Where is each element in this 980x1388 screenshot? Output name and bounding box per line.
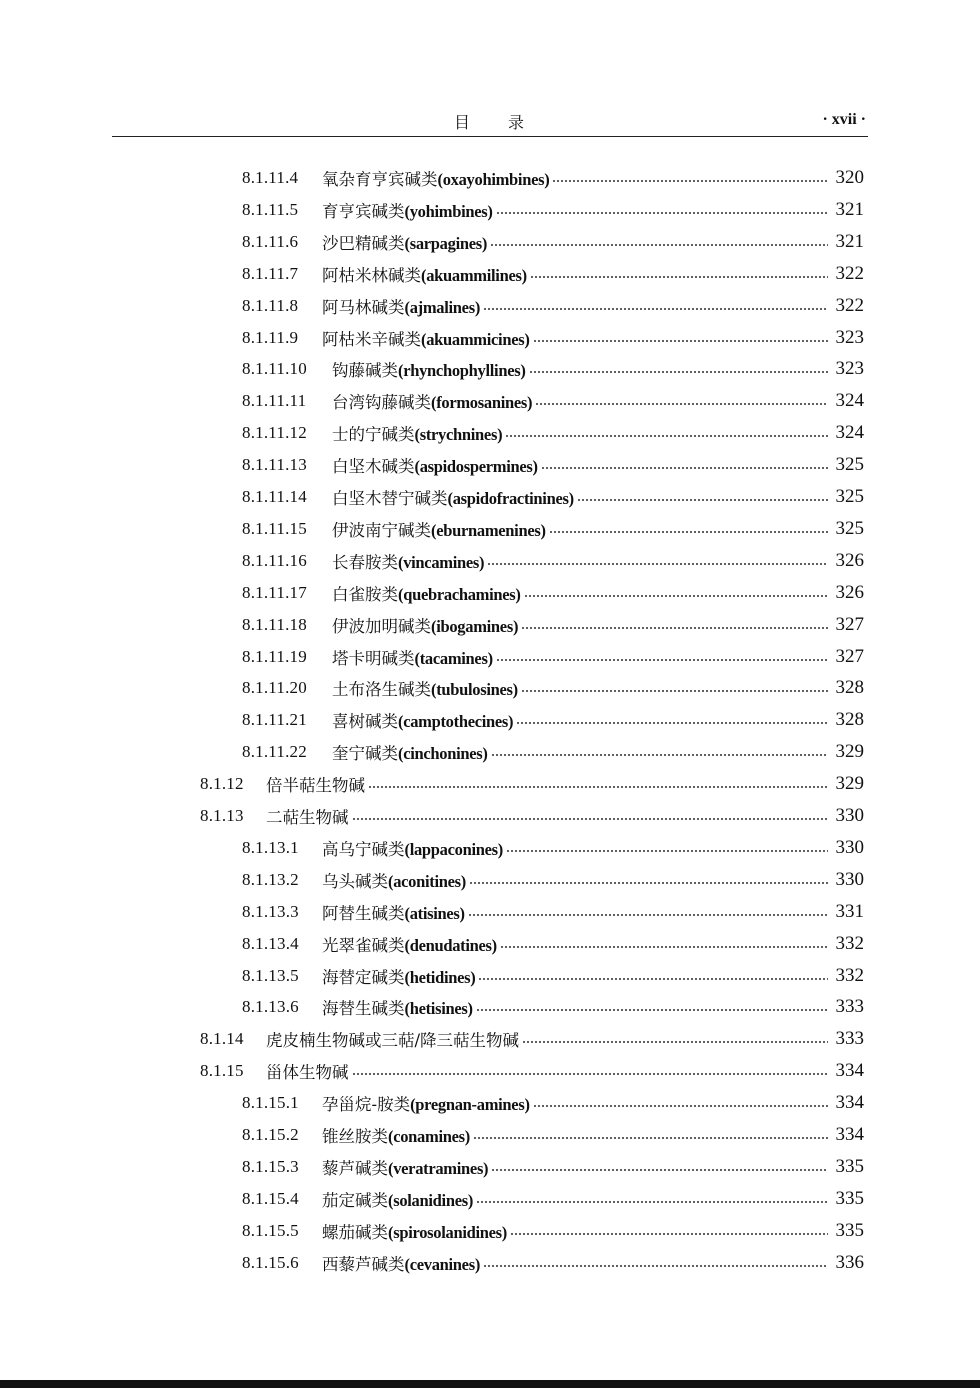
toc-entry-page: 327 (835, 645, 864, 667)
toc-dot-leader (541, 467, 828, 469)
toc-entry-number: 8.1.11.10 (242, 359, 307, 379)
page-number: · xvii · (822, 111, 866, 128)
toc-entry-page: 325 (835, 517, 864, 539)
toc-entry-title-zh: 螺茄碱类 (322, 1222, 388, 1242)
toc-entry-page: 334 (835, 1060, 864, 1082)
toc-entry-number: 8.1.11.14 (242, 487, 307, 506)
toc-entry-title-latin: (yohimbines) (404, 201, 493, 221)
toc-entry-title-zh: 白坚木碱类 (332, 457, 415, 477)
toc-entry-number: 8.1.13.1 (242, 837, 299, 857)
toc-entry-title-zh: 光翠雀碱类 (322, 935, 405, 955)
toc-entry-title-latin: (spirosolanidines) (388, 1222, 507, 1242)
toc-dot-leader (552, 180, 828, 182)
toc-dot-leader (506, 850, 828, 852)
toc-entry-title-zh: 阿枯米林碱类 (322, 265, 421, 285)
toc-entry-title-latin: (denudatines) (404, 935, 497, 955)
toc-entry-title (332, 613, 518, 637)
toc-entry[interactable] (242, 864, 864, 896)
toc-entry[interactable] (242, 545, 864, 577)
toc-entry-title (322, 1187, 473, 1211)
toc-entry-title (322, 1219, 507, 1243)
toc-entry-page: 323 (835, 358, 864, 380)
toc-entry-title-zh: 虎皮楠生物碱或三萜/降三萜生物碱 (266, 1031, 520, 1051)
toc-entry-title (332, 740, 488, 764)
toc-dot-leader (521, 690, 828, 692)
toc-entry[interactable] (242, 162, 864, 194)
toc-entry-number: 8.1.14 (200, 1029, 244, 1049)
toc-entry-number: 8.1.15.4 (242, 1188, 299, 1208)
toc-dot-leader (524, 595, 828, 597)
toc-entry[interactable] (242, 609, 864, 641)
toc-entry[interactable] (242, 353, 864, 385)
toc-entry-page: 323 (835, 326, 864, 348)
toc-entry[interactable] (242, 449, 864, 481)
toc-entry-number: 8.1.15.5 (242, 1220, 299, 1240)
page-header (112, 108, 868, 137)
toc-entry-title (332, 485, 574, 509)
toc-entry-title (322, 995, 473, 1019)
toc-entry-title (322, 166, 549, 190)
toc-entry[interactable] (242, 991, 864, 1023)
toc-entry-number: 8.1.15 (200, 1061, 244, 1081)
toc-entry-page: 332 (835, 932, 864, 954)
toc-entry-page: 326 (835, 581, 864, 603)
toc-entry[interactable] (200, 800, 864, 832)
toc-entry-number: 8.1.11.8 (242, 295, 299, 315)
toc-entry-title-latin: (tubulosines) (431, 680, 518, 700)
toc-entry[interactable] (242, 513, 864, 545)
toc-entry-title-zh: 倍半萜生物碱 (266, 776, 365, 796)
toc-dot-leader (491, 1169, 828, 1171)
toc-entry-title-zh: 海替生碱类 (322, 999, 405, 1019)
toc-entry-title-latin: (sarpagines) (404, 233, 488, 253)
toc-entry-page: 322 (835, 262, 864, 284)
toc-entry-title-latin: (atisines) (404, 903, 465, 923)
toc-dot-leader (483, 1265, 828, 1267)
toc-entry-title-zh: 台湾钩藤碱类 (332, 393, 431, 413)
toc-entry-title-zh: 阿替生碱类 (322, 903, 405, 923)
toc-entry-title-zh: 氧杂育亨宾碱类 (322, 170, 438, 189)
toc-entry-title-latin: (hetisines) (404, 999, 473, 1019)
toc-entry-number: 8.1.13 (200, 806, 244, 825)
toc-entry-title (322, 964, 475, 988)
toc-entry-number: 8.1.11.22 (242, 742, 307, 762)
toc-entry-page: 321 (835, 230, 864, 252)
toc-entry-page: 326 (835, 549, 864, 571)
toc-dot-leader (473, 1137, 828, 1139)
toc-entry-title (322, 932, 497, 956)
toc-entry-page: 320 (835, 167, 864, 188)
toc-entry-page: 330 (835, 836, 864, 858)
toc-entry-title (322, 294, 480, 318)
toc-entry-title-zh: 白雀胺类 (332, 584, 398, 604)
toc-dot-leader (476, 1009, 828, 1011)
toc-entry-title-zh: 藜芦碱类 (322, 1158, 388, 1178)
toc-entry[interactable] (242, 290, 864, 322)
toc-entry[interactable] (242, 258, 864, 290)
toc-dot-leader (476, 1201, 828, 1203)
toc-entry-number: 8.1.13.5 (242, 965, 299, 985)
toc-entry[interactable] (242, 896, 864, 928)
toc-entry-title-zh: 海替定碱类 (322, 967, 405, 987)
toc-dot-leader (522, 1041, 828, 1043)
toc-entry-title-zh: 二萜生物碱 (266, 808, 349, 827)
toc-entry-title (332, 357, 526, 381)
toc-dot-leader (521, 627, 828, 629)
toc-entry-title (322, 1123, 470, 1147)
toc-entry-title-zh: 奎宁碱类 (332, 744, 398, 764)
toc-dot-leader (577, 499, 828, 501)
toc-entry-title-zh: 士的宁碱类 (332, 425, 415, 445)
toc-entry-title-latin: (cevanines) (404, 1254, 481, 1274)
toc-dot-leader (549, 531, 828, 533)
toc-entry-page: 335 (835, 1155, 864, 1177)
toc-entry-page: 333 (835, 1028, 864, 1050)
toc-entry[interactable] (242, 1087, 864, 1119)
toc-entry-number: 8.1.11.20 (242, 678, 307, 698)
toc-entry-title-latin: (aconitines) (388, 871, 466, 891)
toc-entry-number: 8.1.11.6 (242, 231, 299, 251)
toc-dot-leader (535, 403, 828, 405)
toc-dot-leader (496, 659, 828, 661)
toc-entry[interactable] (242, 481, 864, 513)
toc-entry-title-zh: 高乌宁碱类 (322, 839, 405, 859)
toc-entry[interactable] (242, 417, 864, 449)
toc-entry-title-zh: 甾体生物碱 (266, 1063, 349, 1083)
toc-entry-number: 8.1.13.6 (242, 997, 299, 1017)
toc-entry[interactable] (242, 322, 864, 354)
toc-entry-page: 322 (835, 294, 864, 316)
toc-entry-page: 335 (835, 1219, 864, 1241)
toc-entry-title (332, 645, 493, 669)
toc-entry-page: 333 (835, 996, 864, 1018)
bottom-edge-bar (0, 1380, 980, 1388)
toc-entry-title-latin: (conamines) (388, 1127, 470, 1146)
toc-entry[interactable] (242, 832, 864, 864)
toc-entry-number: 8.1.15.3 (242, 1156, 299, 1176)
toc-dot-leader (352, 1073, 829, 1075)
toc-entry-title (322, 836, 503, 860)
toc-entry-title-zh: 长春胺类 (332, 552, 398, 572)
toc-entry-page: 327 (835, 613, 864, 635)
toc-entry-title-latin: (aspidofractinines) (447, 489, 574, 508)
toc-entry-number: 8.1.11.4 (242, 168, 299, 187)
running-title: 目 录 (453, 113, 526, 132)
toc-entry-title-latin: (camptothecines) (398, 712, 514, 732)
toc-entry[interactable] (242, 1247, 864, 1279)
toc-dot-leader (510, 1233, 828, 1235)
toc-entry-title-zh: 钩藤碱类 (332, 361, 398, 381)
toc-dot-leader (533, 1105, 828, 1107)
toc-dot-leader (490, 244, 828, 246)
toc-entry-title-zh: 塔卡明碱类 (332, 648, 415, 668)
toc-dot-leader (468, 914, 828, 916)
toc-entry-title (332, 676, 518, 700)
toc-entry[interactable] (242, 1215, 864, 1247)
toc-entry-page: 335 (835, 1187, 864, 1209)
toc-entry[interactable] (242, 1119, 864, 1151)
toc-dot-leader (530, 276, 828, 278)
toc-entry-title (266, 1027, 519, 1051)
toc-entry-title-zh: 白坚木替宁碱类 (332, 489, 448, 508)
toc-entry-title-latin: (hetidines) (404, 967, 476, 987)
toc-entry-page: 334 (835, 1124, 864, 1145)
toc-entry-number: 8.1.15.6 (242, 1252, 299, 1272)
toc-entry[interactable] (242, 641, 864, 673)
toc-entry-title (332, 421, 502, 445)
toc-entry-number: 8.1.11.9 (242, 327, 299, 347)
toc-entry-title (322, 900, 465, 924)
toc-entry-number: 8.1.11.5 (242, 199, 299, 219)
toc-entry-page: 334 (835, 1092, 864, 1114)
toc-entry[interactable] (242, 704, 864, 736)
toc-dot-leader (516, 722, 828, 724)
toc-entry-number: 8.1.12 (200, 774, 244, 794)
toc-entry-title (322, 326, 530, 350)
toc-entry-page: 329 (835, 741, 864, 763)
toc-entry-title (322, 1155, 488, 1179)
toc-entry-number: 8.1.11.12 (242, 423, 307, 443)
toc-entry-number: 8.1.11.19 (242, 646, 307, 666)
toc-entry-number: 8.1.15.1 (242, 1093, 299, 1113)
toc-entry-number: 8.1.13.4 (242, 933, 299, 953)
toc-entry-number: 8.1.11.18 (242, 614, 307, 634)
toc-entry[interactable] (242, 672, 864, 704)
toc-entry[interactable] (200, 1055, 864, 1087)
toc-entry-page: 325 (835, 454, 864, 476)
toc-entry-title-latin: (lappaconines) (404, 839, 503, 859)
toc-entry-title-latin: (formosanines) (431, 393, 533, 413)
toc-entry-title-latin: (aspidospermines) (414, 457, 538, 477)
toc-entry-title-latin: (akuammicines) (421, 329, 530, 349)
toc-entry-page: 321 (835, 198, 864, 220)
toc-entry-number: 8.1.11.15 (242, 518, 307, 538)
toc-entry-title (266, 1059, 349, 1083)
toc-entry[interactable] (200, 768, 864, 800)
toc-entry-title-zh: 伊波南宁碱类 (332, 520, 431, 540)
toc-entry-number: 8.1.11.21 (242, 710, 307, 730)
toc-entry-title-zh: 育亨宾碱类 (322, 201, 405, 221)
toc-entry-number: 8.1.13.3 (242, 901, 299, 921)
toc-entry-title-zh: 阿枯米辛碱类 (322, 329, 421, 349)
toc-entry-title (332, 581, 521, 605)
toc-entry[interactable] (242, 1183, 864, 1215)
toc-dot-leader (529, 371, 828, 373)
toc-entry-page: 328 (835, 709, 864, 731)
toc-entry[interactable] (242, 194, 864, 226)
toc-entry-page: 324 (835, 422, 864, 444)
toc-entry-title (266, 772, 365, 796)
toc-entry-number: 8.1.11.17 (242, 582, 307, 602)
toc-entry-title (332, 453, 538, 477)
toc-entry-page: 325 (835, 486, 864, 507)
toc-entry-title (332, 389, 532, 413)
toc-entry-title-zh: 西藜芦碱类 (322, 1254, 405, 1274)
toc-entry-page: 329 (835, 773, 864, 795)
toc-entry-title-latin: (veratramines) (388, 1158, 489, 1178)
toc-entry[interactable] (242, 1151, 864, 1183)
toc-entry-number: 8.1.11.11 (242, 391, 307, 411)
toc-entry-title-zh: 茄定碱类 (322, 1190, 388, 1210)
toc-entry-title-latin: (cinchonines) (398, 744, 488, 764)
toc-entry-title (322, 230, 487, 254)
toc-dot-leader (533, 340, 828, 342)
toc-entry[interactable] (242, 577, 864, 609)
toc-entry-page: 330 (835, 868, 864, 890)
toc-entry-title-latin: (ibogamines) (431, 616, 519, 636)
toc-dot-leader (487, 563, 828, 565)
toc-entry[interactable] (242, 736, 864, 768)
toc-entry-title (332, 549, 484, 573)
toc-dot-leader (505, 435, 828, 437)
toc-entry-title (322, 262, 527, 286)
toc-entry-page: 336 (835, 1251, 864, 1273)
toc-entry-title-zh: 喜树碱类 (332, 712, 398, 732)
toc-dot-leader (491, 754, 828, 756)
toc-entry-title (322, 1251, 480, 1275)
toc-dot-leader (368, 786, 828, 788)
toc-entry-title-zh: 伊波加明碱类 (332, 616, 431, 636)
toc-entry-title-latin: (strychnines) (414, 425, 503, 445)
toc-entry-title-latin: (ajmalines) (404, 297, 481, 317)
toc-dot-leader (352, 818, 829, 820)
toc-entry-title (332, 517, 546, 541)
toc-entry[interactable] (242, 928, 864, 960)
toc-entry-number: 8.1.15.2 (242, 1125, 299, 1144)
toc-entry-title-zh: 孕甾烷-胺类 (322, 1095, 411, 1115)
toc-dot-leader (469, 882, 828, 884)
toc-entry-number: 8.1.11.16 (242, 550, 307, 570)
toc-entry-title-zh: 阿马林碱类 (322, 297, 405, 317)
toc-entry[interactable] (200, 1023, 864, 1055)
toc-dot-leader (496, 212, 828, 214)
toc-entry-page: 324 (835, 390, 864, 412)
toc-entry-page: 328 (835, 677, 864, 699)
toc-entry-title-latin: (tacamines) (414, 648, 493, 668)
toc-entry-page: 331 (835, 900, 864, 922)
toc-entry-page: 330 (835, 805, 864, 826)
toc-entry-title-latin: (quebrachamines) (398, 584, 521, 604)
toc-dot-leader (478, 978, 828, 980)
toc-dot-leader (500, 946, 828, 948)
toc-entry-number: 8.1.13.2 (242, 869, 299, 889)
toc-entry-title (266, 804, 349, 828)
toc-entry-title (322, 1091, 530, 1115)
toc-entry-title (332, 708, 513, 732)
toc-entry[interactable] (242, 960, 864, 992)
toc-entry-title-zh: 土布洛生碱类 (332, 680, 431, 700)
toc-entry-title (322, 198, 493, 222)
toc-entry-title-latin: (oxayohimbines) (437, 170, 550, 189)
toc-entry-title-zh: 乌头碱类 (322, 871, 388, 891)
toc-dot-leader (483, 308, 828, 310)
toc-entry-title-latin: (akuammilines) (421, 265, 527, 285)
toc-entry-title (322, 868, 466, 892)
toc-entry-title-latin: (vincamines) (398, 552, 485, 572)
toc-entry-title-zh: 锥丝胺类 (322, 1127, 388, 1146)
toc-entry-title-latin: (eburnamenines) (431, 520, 546, 540)
toc-entry-title-latin: (pregnan-amines) (410, 1095, 530, 1115)
toc-entry-title-latin: (solanidines) (388, 1190, 474, 1210)
toc-entry-page: 332 (835, 964, 864, 986)
toc-entry[interactable] (242, 385, 864, 417)
toc-entry-number: 8.1.11.13 (242, 455, 307, 475)
toc-entry-title-latin: (rhynchophyllines) (398, 361, 526, 381)
toc-entry-title-zh: 沙巴精碱类 (322, 233, 405, 253)
toc-entry[interactable] (242, 226, 864, 258)
toc-entry-number: 8.1.11.7 (242, 263, 299, 283)
